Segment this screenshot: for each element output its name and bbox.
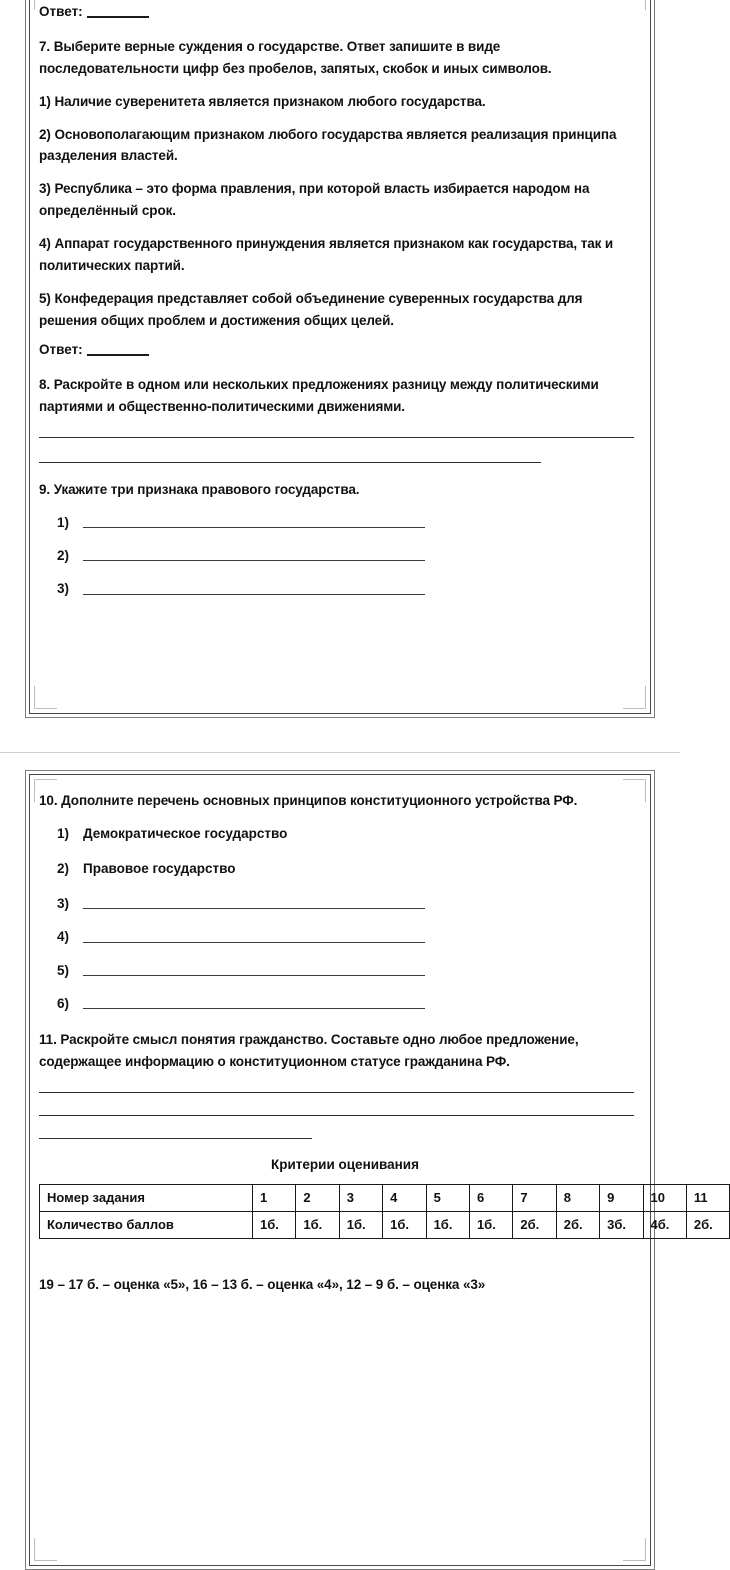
criteria-heading: Критерии оценивания bbox=[271, 1156, 419, 1172]
table-cell: 9 bbox=[600, 1184, 643, 1211]
table-cell: 5 bbox=[426, 1184, 469, 1211]
answer-label-text: Ответ: bbox=[39, 4, 83, 19]
table-cell: 1б. bbox=[469, 1211, 512, 1238]
list-marker: 6) bbox=[57, 995, 70, 1011]
list-marker: 4) bbox=[57, 929, 70, 945]
list-marker: 1) bbox=[57, 515, 70, 531]
list-item bbox=[39, 581, 641, 597]
list-marker: 2) bbox=[57, 548, 70, 564]
question-7-option-1[interactable]: 1) Наличие суверенитета является признаком любого государства. bbox=[39, 93, 486, 109]
crop-mark-bottom-right-icon bbox=[623, 1538, 646, 1561]
answer-label-text: Ответ: bbox=[39, 342, 83, 358]
table-cell: 2б. bbox=[556, 1211, 599, 1238]
answer-blank-line[interactable] bbox=[83, 975, 425, 976]
table-cell: 1 bbox=[253, 1184, 296, 1211]
list-item bbox=[39, 996, 641, 1012]
list-item bbox=[39, 963, 641, 979]
answer-blank-line[interactable] bbox=[83, 908, 425, 909]
question-11-answer-line-2[interactable] bbox=[39, 1115, 634, 1116]
table-cell: 4 bbox=[383, 1184, 426, 1211]
question-7-option-5[interactable]: 5) Конфедерация представляет собой объединение суверенных государства для решения общих проблем и достижения общих целей. bbox=[39, 290, 583, 328]
answer-blank-line[interactable] bbox=[83, 527, 425, 528]
list-marker: 3) bbox=[57, 581, 70, 597]
list-item-label: Правовое государство bbox=[83, 861, 236, 877]
table-cell: 2б. bbox=[686, 1211, 729, 1238]
question-7-prompt: 7. Выберите верные суждения о государстве. Ответ запишите в виде последовательности цифр без пробелов, запятых, скобок и иных символов. bbox=[39, 39, 552, 76]
table-cell: 3б. bbox=[600, 1211, 643, 1238]
answer-blank-field[interactable] bbox=[87, 354, 149, 356]
question-8-answer-line-1[interactable] bbox=[39, 437, 634, 438]
question-7-option-3[interactable]: 3) Республика – это форма правления, при которой власть избирается народом на определённый срок. bbox=[39, 181, 590, 219]
table-row bbox=[40, 1211, 730, 1238]
answer-label-question-7 bbox=[39, 342, 641, 357]
list-marker: 2) bbox=[57, 861, 70, 877]
table-row-header: Количество баллов bbox=[40, 1211, 253, 1238]
answer-blank-line[interactable] bbox=[83, 560, 425, 561]
crop-mark-bottom-left-icon bbox=[34, 686, 57, 709]
worksheet-page-1 bbox=[25, 0, 655, 718]
table-cell: 4б. bbox=[643, 1211, 686, 1238]
table-cell: 2б. bbox=[513, 1211, 556, 1238]
list-marker: 3) bbox=[57, 896, 70, 912]
grade-scale-text: 19 – 17 б. – оценка «5», 16 – 13 б. – оценка «4», 12 – 9 б. – оценка «3» bbox=[39, 1276, 486, 1292]
question-9-answer-list bbox=[39, 515, 641, 598]
question-11-prompt: 11. Раскройте смысл понятия гражданство. Составьте одно любое предложение, содержащее информацию о конституционном статусе гражданина РФ. bbox=[39, 1031, 579, 1069]
answer-label-previous-question bbox=[39, 4, 641, 19]
table-cell: 11 bbox=[686, 1184, 729, 1211]
question-7-option-4[interactable]: 4) Аппарат государственного принуждения является признаком как государства, так и политических партий. bbox=[39, 236, 614, 273]
table-cell: 1б. bbox=[296, 1211, 339, 1238]
list-marker: 5) bbox=[57, 962, 70, 978]
table-row bbox=[40, 1184, 730, 1211]
answer-blank-field[interactable] bbox=[87, 16, 149, 18]
crop-mark-bottom-right-icon bbox=[623, 686, 646, 709]
question-10-answer-list bbox=[39, 826, 641, 1012]
list-item bbox=[39, 896, 641, 912]
list-item bbox=[39, 861, 641, 877]
page-separator bbox=[0, 752, 680, 753]
list-item-label: Демократическое государство bbox=[83, 825, 288, 841]
crop-mark-bottom-left-icon bbox=[34, 1538, 57, 1561]
table-cell: 10 bbox=[643, 1184, 686, 1211]
answer-blank-line[interactable] bbox=[83, 1008, 425, 1009]
list-item bbox=[39, 548, 641, 564]
table-cell: 8 bbox=[556, 1184, 599, 1211]
table-row-header: Номер задания bbox=[40, 1184, 253, 1211]
grading-criteria-table bbox=[39, 1184, 730, 1239]
answer-blank-line[interactable] bbox=[83, 942, 425, 943]
table-cell: 1б. bbox=[383, 1211, 426, 1238]
table-cell: 3 bbox=[339, 1184, 382, 1211]
answer-blank-line[interactable] bbox=[83, 594, 425, 595]
worksheet-page-2 bbox=[25, 770, 713, 1570]
question-7-option-2[interactable]: 2) Основополагающим признаком любого государства является реализация принципа разделения властей. bbox=[39, 126, 617, 164]
question-10-prompt: 10. Дополните перечень основных принципов конституционного устройства РФ. bbox=[39, 793, 578, 808]
list-marker: 1) bbox=[57, 825, 70, 841]
question-11-answer-line-3[interactable] bbox=[39, 1138, 312, 1139]
question-11-answer-line-1[interactable] bbox=[39, 1092, 634, 1093]
list-item bbox=[39, 929, 641, 945]
question-9-prompt: 9. Укажите три признака правового государства. bbox=[39, 482, 360, 498]
table-cell: 7 bbox=[513, 1184, 556, 1211]
list-item bbox=[39, 826, 641, 842]
question-8-answer-line-2[interactable] bbox=[39, 462, 541, 463]
table-cell: 2 bbox=[296, 1184, 339, 1211]
table-cell: 6 bbox=[469, 1184, 512, 1211]
question-8-prompt: 8. Раскройте в одном или нескольких предложениях разницу между политическими партиями и общественно-политическими движениями. bbox=[39, 377, 599, 415]
list-item bbox=[39, 515, 641, 531]
table-cell: 1б. bbox=[339, 1211, 382, 1238]
table-cell: 1б. bbox=[426, 1211, 469, 1238]
table-cell: 1б. bbox=[253, 1211, 296, 1238]
